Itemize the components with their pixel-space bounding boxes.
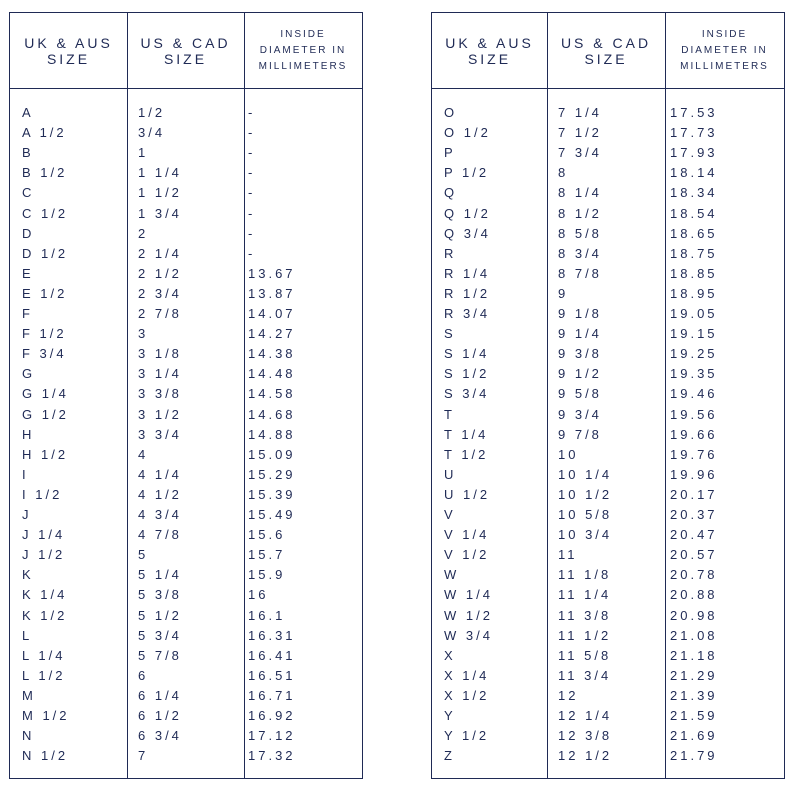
uk-aus-size-cell: U 1/2 <box>444 486 491 502</box>
uk-aus-size-cell: W 1/4 <box>444 587 493 603</box>
header-text: INSIDE <box>701 28 748 40</box>
us-cad-size-cell: 1 1/4 <box>138 165 182 181</box>
inside-diameter-cell: 20.47 <box>670 527 718 543</box>
us-cad-size-cell: 6 1/4 <box>138 687 182 703</box>
table-row <box>432 224 784 244</box>
uk-aus-size-cell: H <box>22 426 35 442</box>
table-row <box>432 606 784 626</box>
uk-aus-size-cell: D 1/2 <box>22 245 69 261</box>
table-row <box>432 143 784 163</box>
uk-aus-size-cell: O 1/2 <box>444 125 491 141</box>
uk-aus-size-cell: G <box>22 366 36 382</box>
us-cad-size-cell: 10 1/4 <box>558 466 613 482</box>
us-cad-size-cell: 5 3/4 <box>138 627 182 643</box>
us-cad-size-cell: 3 1/8 <box>138 346 182 362</box>
table-row <box>10 224 362 244</box>
uk-aus-size-cell: I <box>22 466 29 482</box>
table-row <box>432 123 784 143</box>
uk-aus-size-cell: L <box>22 627 33 643</box>
us-cad-size-cell: 8 7/8 <box>558 265 602 281</box>
uk-aus-size-cell: K 1/2 <box>22 607 68 623</box>
us-cad-size-cell: 8 3/4 <box>558 245 602 261</box>
inside-diameter-cell: 16 <box>248 587 269 603</box>
uk-aus-size-cell: C 1/2 <box>22 205 69 221</box>
table-row <box>10 344 362 364</box>
us-cad-size-cell: 5 <box>138 547 149 563</box>
inside-diameter-cell: 20.57 <box>670 547 718 563</box>
inside-diameter-cell: 17.12 <box>248 728 296 744</box>
header-text: SIZE <box>467 50 512 67</box>
inside-diameter-cell: - <box>248 205 256 221</box>
uk-aus-size-cell: R 1/2 <box>444 285 491 301</box>
table-row <box>10 465 362 485</box>
table-row <box>432 646 784 666</box>
inside-diameter-cell: 16.71 <box>248 687 296 703</box>
inside-diameter-cell: 14.07 <box>248 306 296 321</box>
table-row <box>10 324 362 344</box>
inside-diameter-cell: 15.29 <box>248 466 296 482</box>
table-row <box>432 465 784 485</box>
inside-diameter-cell: 15.9 <box>248 567 286 583</box>
header-inside-diameter <box>244 13 362 88</box>
table-row <box>10 384 362 404</box>
inside-diameter-cell: 20.78 <box>670 567 718 583</box>
table-row <box>10 606 362 626</box>
ring-size-table-right <box>431 12 785 779</box>
us-cad-size-cell: 6 3/4 <box>138 728 182 744</box>
table-row <box>10 264 362 284</box>
uk-aus-size-cell: A 1/2 <box>22 125 67 141</box>
table-row <box>432 405 784 425</box>
inside-diameter-cell: 14.48 <box>248 366 296 382</box>
us-cad-size-cell: 10 5/8 <box>558 507 613 522</box>
table-row <box>10 204 362 224</box>
uk-aus-size-cell: X <box>444 647 456 663</box>
table-row <box>10 304 362 324</box>
inside-diameter-cell: 21.39 <box>670 687 718 703</box>
header-uk-aus-size <box>432 13 547 88</box>
us-cad-size-cell: 2 1/4 <box>138 245 182 261</box>
inside-diameter-cell: 20.98 <box>670 607 718 623</box>
inside-diameter-cell: 16.41 <box>248 647 296 663</box>
us-cad-size-cell: 12 <box>558 687 579 703</box>
table-row <box>432 344 784 364</box>
uk-aus-size-cell: Q 3/4 <box>444 225 491 241</box>
us-cad-size-cell: 6 <box>138 667 149 683</box>
us-cad-size-cell: 2 1/2 <box>138 265 182 281</box>
us-cad-size-cell: 11 3/4 <box>558 667 612 683</box>
inside-diameter-cell: - <box>248 105 256 120</box>
us-cad-size-cell: 10 1/2 <box>558 486 613 502</box>
table-row <box>432 505 784 525</box>
header-text: MILLIMETERS <box>680 60 769 72</box>
table-row <box>432 244 784 264</box>
inside-diameter-cell: 16.1 <box>248 607 286 623</box>
inside-diameter-cell: - <box>248 125 256 141</box>
table-row <box>432 585 784 605</box>
uk-aus-size-cell: L 1/2 <box>22 667 66 683</box>
inside-diameter-cell: - <box>248 245 256 261</box>
uk-aus-size-cell: Y <box>444 708 456 723</box>
uk-aus-size-cell: N <box>22 728 35 744</box>
table-row <box>10 244 362 264</box>
inside-diameter-cell: 16.31 <box>248 627 296 643</box>
us-cad-size-cell: 9 3/4 <box>558 406 602 422</box>
table-row <box>10 163 362 183</box>
uk-aus-size-cell: C <box>22 185 35 201</box>
us-cad-size-cell: 11 5/8 <box>558 647 612 663</box>
table-row <box>10 103 362 123</box>
uk-aus-size-cell: H 1/2 <box>22 446 69 462</box>
inside-diameter-cell: - <box>248 145 256 161</box>
uk-aus-size-cell: S <box>444 326 456 342</box>
us-cad-size-cell: 5 1/2 <box>138 607 182 623</box>
table-row <box>10 485 362 505</box>
inside-diameter-cell: 14.58 <box>248 386 296 402</box>
inside-diameter-cell: 19.15 <box>670 326 718 342</box>
us-cad-size-cell: 10 <box>558 446 579 462</box>
inside-diameter-cell: 15.7 <box>248 547 286 563</box>
table-row <box>432 746 784 766</box>
inside-diameter-cell: 16.92 <box>248 708 296 723</box>
header-text: US & CAD <box>140 34 231 51</box>
us-cad-size-cell: 4 1/4 <box>138 466 182 482</box>
uk-aus-size-cell: T 1/4 <box>444 426 489 442</box>
table-row <box>432 545 784 565</box>
us-cad-size-cell: 7 <box>138 748 149 764</box>
us-cad-size-cell: 8 1/4 <box>558 185 602 201</box>
uk-aus-size-cell: F <box>22 306 33 321</box>
table-row <box>10 364 362 384</box>
us-cad-size-cell: 4 3/4 <box>138 507 182 522</box>
uk-aus-size-cell: V 1/2 <box>444 547 490 563</box>
uk-aus-size-cell: G 1/4 <box>22 386 69 402</box>
inside-diameter-cell: 21.59 <box>670 708 718 723</box>
table-row <box>10 746 362 766</box>
inside-diameter-cell: 19.05 <box>670 306 718 321</box>
table-row <box>432 706 784 726</box>
uk-aus-size-cell: U <box>444 466 457 482</box>
inside-diameter-cell: 21.79 <box>670 748 718 764</box>
us-cad-size-cell: 9 1/4 <box>558 326 602 342</box>
us-cad-size-cell: 8 1/2 <box>558 205 602 221</box>
table-row <box>432 204 784 224</box>
inside-diameter-cell: 15.6 <box>248 527 286 543</box>
table-row <box>432 364 784 384</box>
uk-aus-size-cell: J 1/4 <box>22 527 66 543</box>
us-cad-size-cell: 11 1/4 <box>558 587 612 603</box>
us-cad-size-cell: 2 <box>138 225 149 241</box>
uk-aus-size-cell: W 3/4 <box>444 627 493 643</box>
uk-aus-size-cell: F 1/2 <box>22 326 67 342</box>
header-text: DIAMETER IN <box>259 44 347 56</box>
uk-aus-size-cell: F 3/4 <box>22 346 67 362</box>
us-cad-size-cell: 1/2 <box>138 105 166 120</box>
uk-aus-size-cell: O <box>444 105 458 120</box>
header-text: UK & AUS <box>445 34 534 51</box>
uk-aus-size-cell: J <box>22 507 32 522</box>
table-row <box>10 505 362 525</box>
table-row <box>10 646 362 666</box>
us-cad-size-cell: 6 1/2 <box>138 708 182 723</box>
table-row <box>10 123 362 143</box>
uk-aus-size-cell: N 1/2 <box>22 748 69 764</box>
table-row <box>432 103 784 123</box>
uk-aus-size-cell: B 1/2 <box>22 165 68 181</box>
uk-aus-size-cell: E 1/2 <box>22 285 68 301</box>
us-cad-size-cell: 2 3/4 <box>138 285 182 301</box>
uk-aus-size-cell: L 1/4 <box>22 647 66 663</box>
inside-diameter-cell: 20.17 <box>670 486 718 502</box>
table-row <box>432 445 784 465</box>
table-row <box>10 284 362 304</box>
table-row <box>432 565 784 585</box>
inside-diameter-cell: 20.88 <box>670 587 718 603</box>
uk-aus-size-cell: V <box>444 507 456 522</box>
header-text: MILLIMETERS <box>258 60 348 72</box>
header-text: INSIDE <box>280 28 326 40</box>
inside-diameter-cell: 21.29 <box>670 667 718 683</box>
inside-diameter-cell: 18.54 <box>670 205 718 221</box>
inside-diameter-cell: 20.37 <box>670 507 718 522</box>
us-cad-size-cell: 3/4 <box>138 125 166 141</box>
uk-aus-size-cell: T <box>444 406 455 422</box>
table-row <box>10 525 362 545</box>
uk-aus-size-cell: S 1/2 <box>444 366 490 382</box>
header-text: DIAMETER IN <box>681 44 768 56</box>
table-row <box>432 525 784 545</box>
uk-aus-size-cell: I 1/2 <box>22 486 63 502</box>
inside-diameter-cell: 18.85 <box>670 265 718 281</box>
inside-diameter-cell: 18.65 <box>670 225 718 241</box>
inside-diameter-cell: 15.39 <box>248 486 296 502</box>
header-divider <box>10 88 362 89</box>
uk-aus-size-cell: V 1/4 <box>444 527 490 543</box>
table-row <box>10 445 362 465</box>
uk-aus-size-cell: T 1/2 <box>444 446 489 462</box>
header-text: US & CAD <box>560 34 652 51</box>
uk-aus-size-cell: A <box>22 105 34 120</box>
inside-diameter-cell: 17.93 <box>670 145 718 161</box>
table-row <box>10 183 362 203</box>
uk-aus-size-cell: Q 1/2 <box>444 205 491 221</box>
inside-diameter-cell: 18.95 <box>670 285 718 301</box>
us-cad-size-cell: 11 1/2 <box>558 627 612 643</box>
uk-aus-size-cell: J 1/2 <box>22 547 66 563</box>
inside-diameter-cell: 18.75 <box>670 245 718 261</box>
table-row <box>10 626 362 646</box>
table-row <box>10 143 362 163</box>
table-row <box>432 163 784 183</box>
inside-diameter-cell: 19.35 <box>670 366 718 382</box>
us-cad-size-cell: 7 1/4 <box>558 105 602 120</box>
us-cad-size-cell: 1 3/4 <box>138 205 182 221</box>
table-row <box>10 405 362 425</box>
us-cad-size-cell: 4 <box>138 446 149 462</box>
uk-aus-size-cell: P <box>444 145 456 161</box>
inside-diameter-cell: 19.25 <box>670 346 718 362</box>
us-cad-size-cell: 11 1/8 <box>558 567 612 583</box>
table-row <box>10 726 362 746</box>
ring-size-table-left <box>9 12 363 779</box>
header-uk-aus-size <box>10 13 127 88</box>
table-row <box>10 686 362 706</box>
us-cad-size-cell: 12 1/4 <box>558 708 613 723</box>
uk-aus-size-cell: W <box>444 567 460 583</box>
us-cad-size-cell: 5 3/8 <box>138 587 182 603</box>
inside-diameter-cell: 17.73 <box>670 125 718 141</box>
us-cad-size-cell: 10 3/4 <box>558 527 613 543</box>
header-text: SIZE <box>584 50 628 67</box>
inside-diameter-cell: 21.08 <box>670 627 718 643</box>
us-cad-size-cell: 3 1/4 <box>138 366 182 382</box>
us-cad-size-cell: 3 3/8 <box>138 386 182 402</box>
table-row <box>10 585 362 605</box>
us-cad-size-cell: 8 <box>558 165 569 181</box>
inside-diameter-cell: - <box>248 165 256 181</box>
table-row <box>432 666 784 686</box>
table-row <box>432 384 784 404</box>
us-cad-size-cell: 9 <box>558 285 569 301</box>
inside-diameter-cell: 19.96 <box>670 466 718 482</box>
inside-diameter-cell: 19.66 <box>670 426 718 442</box>
uk-aus-size-cell: S 3/4 <box>444 386 490 402</box>
us-cad-size-cell: 12 1/2 <box>558 748 613 764</box>
header-divider <box>432 88 784 89</box>
inside-diameter-cell: 13.87 <box>248 285 296 301</box>
table-row <box>432 686 784 706</box>
inside-diameter-cell: 18.14 <box>670 165 718 181</box>
us-cad-size-cell: 9 1/2 <box>558 366 602 382</box>
inside-diameter-cell: 18.34 <box>670 185 718 201</box>
inside-diameter-cell: 15.49 <box>248 507 296 522</box>
uk-aus-size-cell: P 1/2 <box>444 165 490 181</box>
inside-diameter-cell: 19.46 <box>670 386 718 402</box>
uk-aus-size-cell: G 1/2 <box>22 406 69 422</box>
uk-aus-size-cell: Z <box>444 748 455 764</box>
header-us-cad-size <box>127 13 244 88</box>
us-cad-size-cell: 9 3/8 <box>558 346 602 362</box>
us-cad-size-cell: 7 1/2 <box>558 125 602 141</box>
us-cad-size-cell: 5 1/4 <box>138 567 182 583</box>
uk-aus-size-cell: D <box>22 225 35 241</box>
uk-aus-size-cell: W 1/2 <box>444 607 493 623</box>
us-cad-size-cell: 7 3/4 <box>558 145 602 161</box>
table-row <box>10 666 362 686</box>
uk-aus-size-cell: R <box>444 245 457 261</box>
us-cad-size-cell: 1 1/2 <box>138 185 182 201</box>
inside-diameter-cell: 17.53 <box>670 105 718 120</box>
us-cad-size-cell: 3 3/4 <box>138 426 182 442</box>
uk-aus-size-cell: Q <box>444 185 458 201</box>
table-row <box>10 545 362 565</box>
inside-diameter-cell: 14.88 <box>248 426 296 442</box>
us-cad-size-cell: 8 5/8 <box>558 225 602 241</box>
header-us-cad-size <box>547 13 665 88</box>
uk-aus-size-cell: R 1/4 <box>444 265 491 281</box>
uk-aus-size-cell: K <box>22 567 34 583</box>
header-text: SIZE <box>163 50 208 67</box>
table-row <box>10 706 362 726</box>
header-inside-diameter <box>665 13 784 88</box>
inside-diameter-cell: 13.67 <box>248 265 296 281</box>
inside-diameter-cell: 21.18 <box>670 647 718 663</box>
uk-aus-size-cell: K 1/4 <box>22 587 68 603</box>
inside-diameter-cell: 14.38 <box>248 346 296 362</box>
us-cad-size-cell: 3 <box>138 326 149 342</box>
inside-diameter-cell: 14.27 <box>248 326 296 342</box>
inside-diameter-cell: 17.32 <box>248 748 296 764</box>
us-cad-size-cell: 5 7/8 <box>138 647 182 663</box>
us-cad-size-cell: 9 7/8 <box>558 426 602 442</box>
uk-aus-size-cell: E <box>22 265 34 281</box>
inside-diameter-cell: 21.69 <box>670 728 718 744</box>
inside-diameter-cell: 15.09 <box>248 446 296 462</box>
uk-aus-size-cell: X 1/4 <box>444 667 490 683</box>
table-row <box>432 264 784 284</box>
table-row <box>10 425 362 445</box>
inside-diameter-cell: 16.51 <box>248 667 296 683</box>
inside-diameter-cell: 19.76 <box>670 446 718 462</box>
inside-diameter-cell: - <box>248 185 256 201</box>
us-cad-size-cell: 4 7/8 <box>138 527 182 543</box>
table-row <box>432 324 784 344</box>
us-cad-size-cell: 11 <box>558 547 578 563</box>
uk-aus-size-cell: M <box>22 687 36 703</box>
us-cad-size-cell: 11 3/8 <box>558 607 612 623</box>
uk-aus-size-cell: X 1/2 <box>444 687 490 703</box>
us-cad-size-cell: 3 1/2 <box>138 406 182 422</box>
table-row <box>432 626 784 646</box>
uk-aus-size-cell: M 1/2 <box>22 708 70 723</box>
us-cad-size-cell: 1 <box>138 145 149 161</box>
header-text: UK & AUS <box>24 34 113 51</box>
us-cad-size-cell: 4 1/2 <box>138 486 182 502</box>
inside-diameter-cell: 14.68 <box>248 406 296 422</box>
table-row <box>432 425 784 445</box>
table-row <box>10 565 362 585</box>
us-cad-size-cell: 2 7/8 <box>138 306 182 321</box>
inside-diameter-cell: 19.56 <box>670 406 718 422</box>
header-text: SIZE <box>46 50 91 67</box>
inside-diameter-cell: - <box>248 225 256 241</box>
us-cad-size-cell: 9 1/8 <box>558 306 602 321</box>
table-row <box>432 183 784 203</box>
table-row <box>432 284 784 304</box>
table-row <box>432 485 784 505</box>
us-cad-size-cell: 12 3/8 <box>558 728 613 744</box>
uk-aus-size-cell: S 1/4 <box>444 346 490 362</box>
uk-aus-size-cell: R 3/4 <box>444 306 491 321</box>
table-row <box>432 726 784 746</box>
table-row <box>432 304 784 324</box>
uk-aus-size-cell: B <box>22 145 34 161</box>
us-cad-size-cell: 9 5/8 <box>558 386 602 402</box>
uk-aus-size-cell: Y 1/2 <box>444 728 490 744</box>
